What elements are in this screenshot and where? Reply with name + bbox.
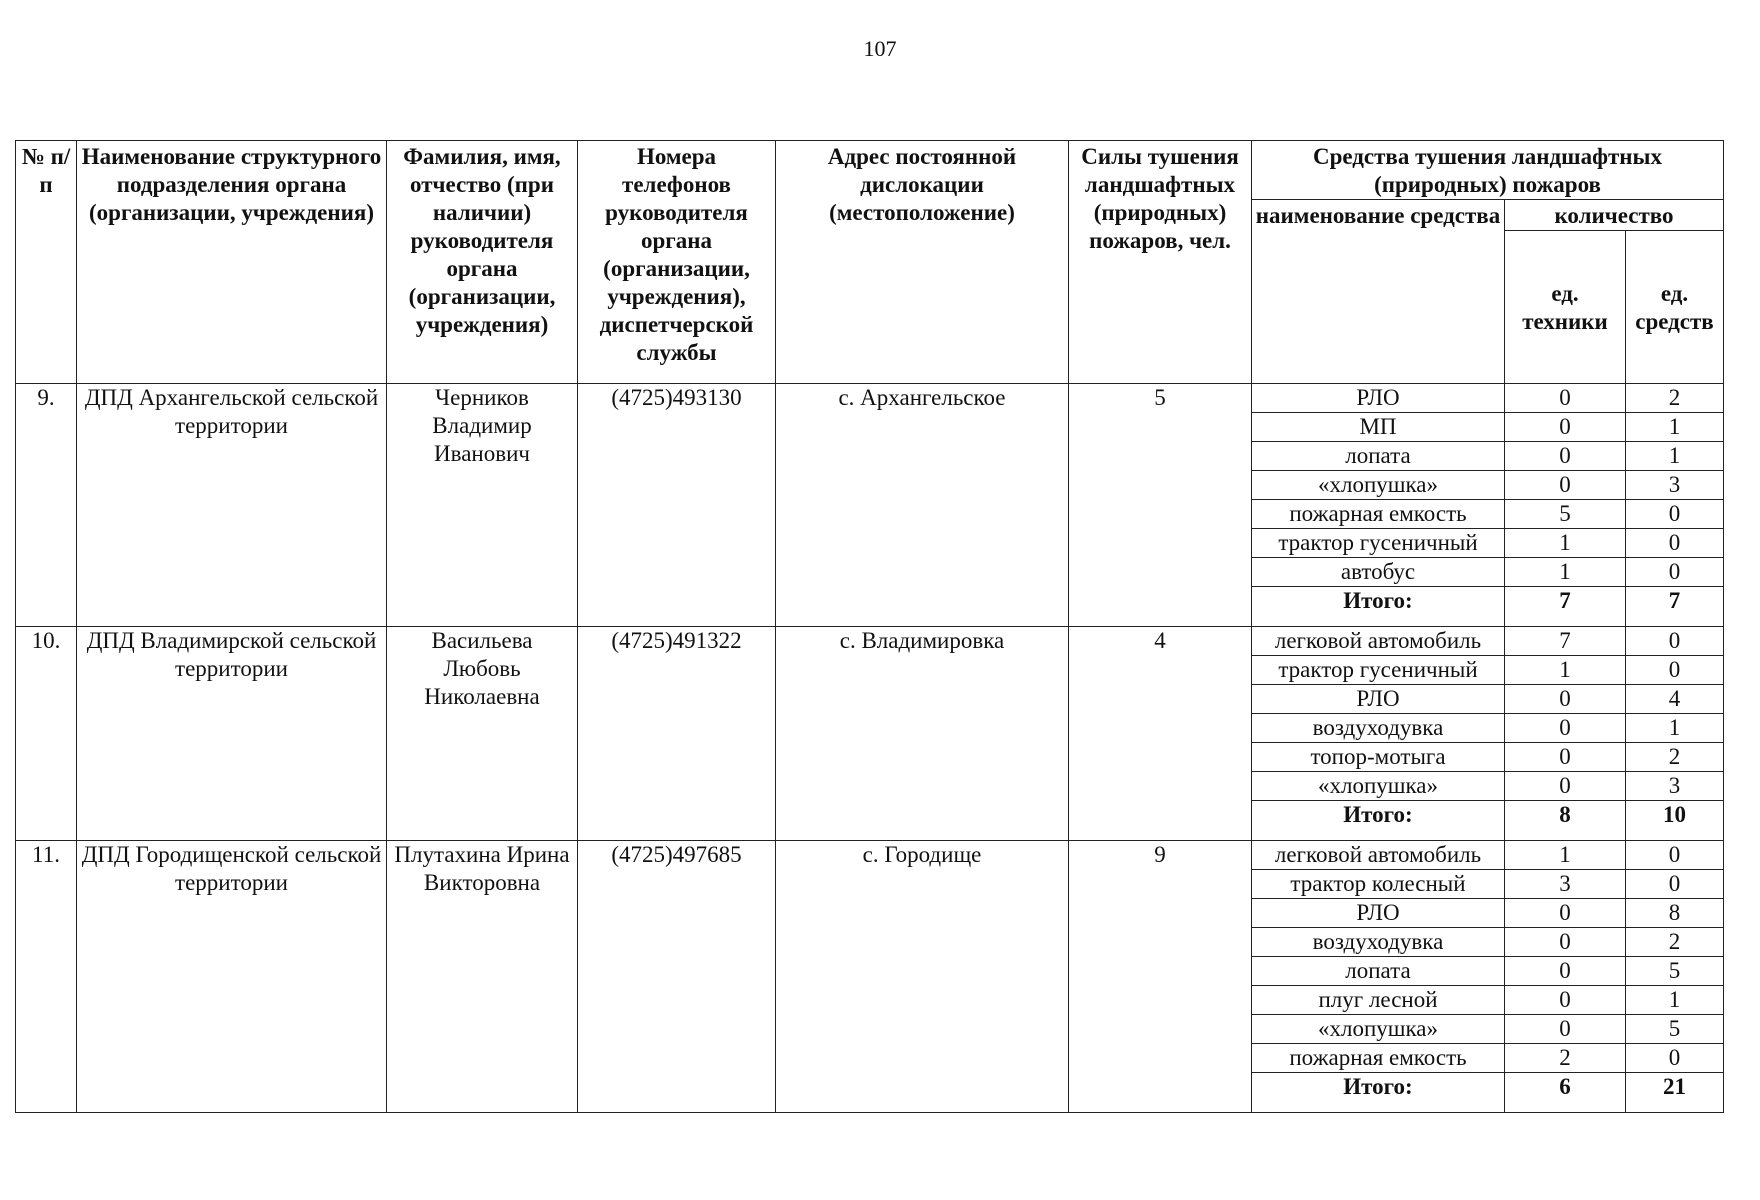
tech-count: 0 <box>1505 471 1626 500</box>
means-name: РЛО <box>1252 384 1505 413</box>
page-number: 107 <box>863 36 897 61</box>
phone-number: (4725)493130 <box>578 384 776 627</box>
tech-count: 1 <box>1505 656 1626 685</box>
units-count: 1 <box>1626 413 1724 442</box>
units-count: 0 <box>1626 500 1724 529</box>
units-count: 2 <box>1626 928 1724 957</box>
means-name: трактор гусеничный <box>1252 656 1505 685</box>
tech-count: 0 <box>1505 899 1626 928</box>
forces-count: 9 <box>1069 841 1252 1113</box>
unit-name: ДПД Владимирской сельской территории <box>77 627 387 841</box>
tech-count: 0 <box>1505 384 1626 413</box>
units-count: 2 <box>1626 743 1724 772</box>
header-address: Адрес постоянной дислокации (местоположение) <box>776 141 1069 384</box>
tech-count: 0 <box>1505 743 1626 772</box>
forces-count: 5 <box>1069 384 1252 627</box>
unit-name: ДПД Городищенской сельской территории <box>77 841 387 1113</box>
units-count: 0 <box>1626 841 1724 870</box>
tech-count: 5 <box>1505 500 1626 529</box>
means-name: лопата <box>1252 442 1505 471</box>
header-unit: Наименование структурного подразделения органа (организации, учреждения) <box>77 141 387 384</box>
phone-number: (4725)497685 <box>578 841 776 1113</box>
header-means: Средства тушения ландшафтных (природных) пожаров <box>1252 141 1724 200</box>
units-count: 5 <box>1626 957 1724 986</box>
units-count: 3 <box>1626 772 1724 801</box>
units-count: 1 <box>1626 714 1724 743</box>
means-name: топор-мотыга <box>1252 743 1505 772</box>
units-count: 2 <box>1626 384 1724 413</box>
units-count: 1 <box>1626 442 1724 471</box>
units-count: 0 <box>1626 627 1724 656</box>
head-name: Плутахина Ирина Викторовна <box>387 841 578 1113</box>
fire-means-table <box>15 140 1724 1113</box>
total-label: Итого: <box>1252 587 1505 627</box>
row-number: 10. <box>16 627 77 841</box>
tech-count: 3 <box>1505 870 1626 899</box>
total-label: Итого: <box>1252 801 1505 841</box>
table-row <box>16 627 1724 656</box>
units-count: 1 <box>1626 986 1724 1015</box>
units-count: 0 <box>1626 529 1724 558</box>
means-name: «хлопушка» <box>1252 471 1505 500</box>
table-row <box>16 384 1724 413</box>
means-name: трактор колесный <box>1252 870 1505 899</box>
means-name: воздуходувка <box>1252 928 1505 957</box>
header-phone: Номера телефонов руководителя органа (организации, учреждения), диспетчерской службы <box>578 141 776 384</box>
tech-count: 0 <box>1505 1015 1626 1044</box>
means-name: пожарная емкость <box>1252 500 1505 529</box>
units-count: 5 <box>1626 1015 1724 1044</box>
table-body <box>16 384 1724 1113</box>
address: с. Городище <box>776 841 1069 1113</box>
means-name: РЛО <box>1252 899 1505 928</box>
means-name: РЛО <box>1252 685 1505 714</box>
tech-count: 0 <box>1505 413 1626 442</box>
units-count: 3 <box>1626 471 1724 500</box>
means-name: плуг лесной <box>1252 986 1505 1015</box>
tech-count: 0 <box>1505 957 1626 986</box>
tech-count: 0 <box>1505 772 1626 801</box>
total-label: Итого: <box>1252 1073 1505 1113</box>
table-row <box>16 841 1724 870</box>
tech-count: 0 <box>1505 714 1626 743</box>
means-name: «хлопушка» <box>1252 772 1505 801</box>
tech-count: 0 <box>1505 442 1626 471</box>
means-name: пожарная емкость <box>1252 1044 1505 1073</box>
tech-count: 0 <box>1505 986 1626 1015</box>
header-no: № п/п <box>16 141 77 384</box>
forces-count: 4 <box>1069 627 1252 841</box>
total-tech: 7 <box>1505 587 1626 627</box>
means-name: воздуходувка <box>1252 714 1505 743</box>
header-forces: Силы тушения ландшафтных (природных) пожаров, чел. <box>1069 141 1252 384</box>
means-name: автобус <box>1252 558 1505 587</box>
total-units: 7 <box>1626 587 1724 627</box>
header-units: ед. средств <box>1626 231 1724 384</box>
total-tech: 6 <box>1505 1073 1626 1113</box>
tech-count: 7 <box>1505 627 1626 656</box>
total-units: 21 <box>1626 1073 1724 1113</box>
total-tech: 8 <box>1505 801 1626 841</box>
units-count: 4 <box>1626 685 1724 714</box>
tech-count: 0 <box>1505 685 1626 714</box>
means-name: легковой автомобиль <box>1252 627 1505 656</box>
header-head: Фамилия, имя, отчество (при наличии) руководителя органа (организации, учреждения) <box>387 141 578 384</box>
means-name: МП <box>1252 413 1505 442</box>
means-name: лопата <box>1252 957 1505 986</box>
means-name: трактор гусеничный <box>1252 529 1505 558</box>
means-name: легковой автомобиль <box>1252 841 1505 870</box>
head-name: Черников Владимир Иванович <box>387 384 578 627</box>
phone-number: (4725)491322 <box>578 627 776 841</box>
tech-count: 1 <box>1505 841 1626 870</box>
units-count: 0 <box>1626 870 1724 899</box>
row-number: 11. <box>16 841 77 1113</box>
tech-count: 0 <box>1505 928 1626 957</box>
tech-count: 2 <box>1505 1044 1626 1073</box>
header-tech: ед. техники <box>1505 231 1626 384</box>
unit-name: ДПД Архангельской сельской территории <box>77 384 387 627</box>
units-count: 0 <box>1626 1044 1724 1073</box>
units-count: 0 <box>1626 656 1724 685</box>
address: с. Владимировка <box>776 627 1069 841</box>
row-number: 9. <box>16 384 77 627</box>
address: с. Архангельское <box>776 384 1069 627</box>
header-quantity: количество <box>1505 200 1724 231</box>
head-name: Васильева Любовь Николаевна <box>387 627 578 841</box>
tech-count: 1 <box>1505 529 1626 558</box>
units-count: 0 <box>1626 558 1724 587</box>
tech-count: 1 <box>1505 558 1626 587</box>
total-units: 10 <box>1626 801 1724 841</box>
means-name: «хлопушка» <box>1252 1015 1505 1044</box>
header-means-name: наименование средства <box>1252 200 1505 384</box>
units-count: 8 <box>1626 899 1724 928</box>
